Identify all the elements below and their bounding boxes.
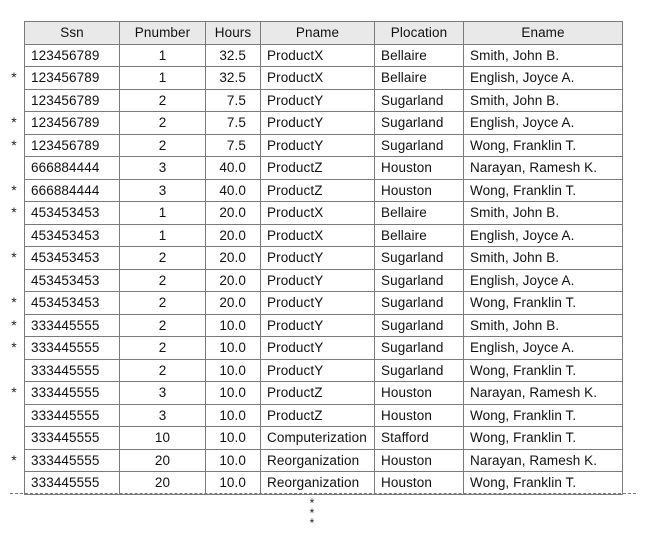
cell-pname: Computerization	[261, 427, 375, 450]
row-marker	[4, 471, 24, 494]
cell-hours: 10.0	[206, 314, 261, 337]
table-row	[25, 314, 623, 337]
cell-plocation: Houston	[375, 472, 464, 495]
column-header-plocation: Plocation	[375, 22, 464, 45]
row-marker	[4, 224, 24, 247]
cell-pnumber: 1	[120, 67, 206, 90]
cell-pnumber: 3	[120, 157, 206, 180]
cell-hours: 10.0	[206, 449, 261, 472]
cell-ssn: 453453453	[25, 202, 120, 225]
cell-ename: English, Joyce A.	[464, 112, 623, 135]
cell-pname: ProductY	[261, 112, 375, 135]
cell-plocation: Houston	[375, 382, 464, 405]
cell-ename: Narayan, Ramesh K.	[464, 382, 623, 405]
row-marker: *	[11, 339, 17, 355]
cell-pname: ProductY	[261, 314, 375, 337]
row-marker: *	[11, 316, 17, 333]
column-header-pnumber: Pnumber	[120, 22, 206, 45]
cell-hours: 7.5	[206, 134, 261, 157]
cell-pnumber: 2	[120, 337, 206, 360]
cell-ssn: 333445555	[25, 472, 120, 495]
cell-pnumber: 1	[120, 224, 206, 247]
cell-ssn: 123456789	[25, 44, 120, 67]
cell-plocation: Sugarland	[375, 359, 464, 382]
cell-ename: English, Joyce A.	[464, 269, 623, 292]
cell-hours: 20.0	[206, 224, 261, 247]
table-row	[25, 224, 623, 247]
cell-ename: Wong, Franklin T.	[464, 292, 623, 315]
cell-pname: ProductY	[261, 337, 375, 360]
cell-pnumber: 20	[120, 472, 206, 495]
cell-pnumber: 3	[120, 382, 206, 405]
table-header-row	[25, 22, 623, 45]
row-marker	[4, 156, 24, 179]
cell-pname: ProductY	[261, 134, 375, 157]
cell-pnumber: 2	[120, 292, 206, 315]
table-row	[25, 157, 623, 180]
cell-pnumber: 2	[120, 247, 206, 270]
cell-ssn: 453453453	[25, 224, 120, 247]
table-row	[25, 67, 623, 90]
table-row	[25, 449, 623, 472]
cell-pnumber: 2	[120, 269, 206, 292]
column-header-ename: Ename	[464, 22, 623, 45]
table-row	[25, 179, 623, 202]
table-row	[25, 337, 623, 360]
cell-ssn: 123456789	[25, 67, 120, 90]
cell-pnumber: 1	[120, 44, 206, 67]
relation-table	[24, 21, 623, 495]
row-marker	[4, 44, 24, 67]
cell-hours: 40.0	[206, 157, 261, 180]
cell-plocation: Stafford	[375, 427, 464, 450]
cell-ssn: 333445555	[25, 359, 120, 382]
cell-plocation: Sugarland	[375, 89, 464, 112]
table-row	[25, 292, 623, 315]
cell-hours: 20.0	[206, 247, 261, 270]
table-row	[25, 44, 623, 67]
cell-ename: English, Joyce A.	[464, 224, 623, 247]
table-row	[25, 247, 623, 270]
table-row	[25, 134, 623, 157]
continuation-dot: *	[309, 506, 315, 520]
table-row	[25, 472, 623, 495]
cell-pname: ProductY	[261, 89, 375, 112]
cell-pnumber: 2	[120, 359, 206, 382]
cell-plocation: Houston	[375, 449, 464, 472]
cell-pname: Reorganization	[261, 472, 375, 495]
cell-pnumber: 2	[120, 134, 206, 157]
cell-pnumber: 2	[120, 314, 206, 337]
row-marker	[4, 269, 24, 292]
cell-ssn: 333445555	[25, 314, 120, 337]
cell-ssn: 666884444	[25, 179, 120, 202]
cell-ename: Smith, John B.	[464, 202, 623, 225]
cell-hours: 10.0	[206, 472, 261, 495]
row-marker: *	[11, 451, 17, 468]
continuation-dot: *	[309, 516, 315, 530]
cell-hours: 10.0	[206, 359, 261, 382]
cell-plocation: Bellaire	[375, 224, 464, 247]
cell-pname: ProductZ	[261, 404, 375, 427]
cell-ssn: 333445555	[25, 404, 120, 427]
cell-pname: ProductX	[261, 67, 375, 90]
cell-ename: Narayan, Ramesh K.	[464, 449, 623, 472]
cell-pname: ProductZ	[261, 179, 375, 202]
cell-hours: 20.0	[206, 269, 261, 292]
cell-ssn: 333445555	[25, 449, 120, 472]
cell-ssn: 123456789	[25, 112, 120, 135]
cell-hours: 32.5	[206, 44, 261, 67]
spurious-tuple-markers	[4, 21, 24, 494]
cell-pnumber: 3	[120, 404, 206, 427]
column-header-hours: Hours	[206, 22, 261, 45]
row-marker	[4, 89, 24, 112]
table-row	[25, 359, 623, 382]
row-marker: *	[11, 69, 17, 85]
continuation-divider	[10, 493, 636, 494]
cell-ename: Wong, Franklin T.	[464, 134, 623, 157]
cell-pname: ProductY	[261, 269, 375, 292]
row-marker: *	[11, 294, 17, 310]
cell-ssn: 123456789	[25, 134, 120, 157]
row-marker: *	[11, 384, 17, 400]
row-marker: *	[11, 136, 17, 153]
cell-hours: 7.5	[206, 89, 261, 112]
row-marker	[4, 404, 24, 427]
cell-ssn: 333445555	[25, 427, 120, 450]
cell-plocation: Sugarland	[375, 112, 464, 135]
cell-ename: Smith, John B.	[464, 89, 623, 112]
cell-hours: 10.0	[206, 427, 261, 450]
cell-plocation: Bellaire	[375, 67, 464, 90]
column-header-pname: Pname	[261, 22, 375, 45]
cell-pnumber: 2	[120, 112, 206, 135]
cell-ename: Narayan, Ramesh K.	[464, 157, 623, 180]
cell-plocation: Sugarland	[375, 134, 464, 157]
continuation-ellipsis	[306, 498, 318, 528]
cell-pname: ProductZ	[261, 157, 375, 180]
cell-ename: Wong, Franklin T.	[464, 359, 623, 382]
cell-ssn: 333445555	[25, 382, 120, 405]
cell-ssn: 453453453	[25, 247, 120, 270]
cell-ename: English, Joyce A.	[464, 337, 623, 360]
cell-hours: 10.0	[206, 337, 261, 360]
cell-plocation: Houston	[375, 157, 464, 180]
cell-ename: Wong, Franklin T.	[464, 472, 623, 495]
cell-pname: ProductY	[261, 359, 375, 382]
cell-hours: 7.5	[206, 112, 261, 135]
cell-pname: ProductX	[261, 44, 375, 67]
table-body	[25, 44, 623, 494]
cell-pname: ProductY	[261, 292, 375, 315]
cell-plocation: Bellaire	[375, 44, 464, 67]
row-marker: *	[11, 181, 17, 198]
cell-plocation: Houston	[375, 179, 464, 202]
row-marker	[4, 359, 24, 382]
cell-plocation: Sugarland	[375, 269, 464, 292]
cell-pname: Reorganization	[261, 449, 375, 472]
column-header-ssn: Ssn	[25, 22, 120, 45]
row-marker: *	[11, 114, 17, 130]
cell-pnumber: 20	[120, 449, 206, 472]
cell-hours: 40.0	[206, 179, 261, 202]
cell-plocation: Sugarland	[375, 292, 464, 315]
cell-hours: 20.0	[206, 292, 261, 315]
cell-hours: 32.5	[206, 67, 261, 90]
continuation-dot: *	[309, 496, 315, 510]
cell-plocation: Bellaire	[375, 202, 464, 225]
cell-pnumber: 1	[120, 202, 206, 225]
table-row	[25, 89, 623, 112]
cell-ename: Smith, John B.	[464, 247, 623, 270]
table-row	[25, 112, 623, 135]
cell-hours: 20.0	[206, 202, 261, 225]
cell-ename: English, Joyce A.	[464, 67, 623, 90]
cell-ssn: 123456789	[25, 89, 120, 112]
cell-pname: ProductZ	[261, 382, 375, 405]
header-marker-spacer	[4, 21, 24, 44]
table-row	[25, 202, 623, 225]
cell-ename: Wong, Franklin T.	[464, 427, 623, 450]
cell-ssn: 453453453	[25, 292, 120, 315]
cell-plocation: Sugarland	[375, 314, 464, 337]
cell-plocation: Houston	[375, 404, 464, 427]
cell-ename: Wong, Franklin T.	[464, 404, 623, 427]
cell-pname: ProductY	[261, 247, 375, 270]
cell-ename: Smith, John B.	[464, 314, 623, 337]
row-marker	[4, 426, 24, 449]
cell-pname: ProductX	[261, 224, 375, 247]
cell-hours: 10.0	[206, 404, 261, 427]
cell-ename: Wong, Franklin T.	[464, 179, 623, 202]
row-marker: *	[11, 204, 17, 220]
table-row	[25, 269, 623, 292]
cell-pname: ProductX	[261, 202, 375, 225]
cell-pnumber: 10	[120, 427, 206, 450]
cell-ssn: 333445555	[25, 337, 120, 360]
table-row	[25, 382, 623, 405]
table-row	[25, 404, 623, 427]
cell-plocation: Sugarland	[375, 247, 464, 270]
cell-plocation: Sugarland	[375, 337, 464, 360]
table-row	[25, 427, 623, 450]
cell-hours: 10.0	[206, 382, 261, 405]
cell-ssn: 666884444	[25, 157, 120, 180]
cell-ssn: 453453453	[25, 269, 120, 292]
cell-pnumber: 2	[120, 89, 206, 112]
cell-ename: Smith, John B.	[464, 44, 623, 67]
row-marker: *	[11, 249, 17, 265]
cell-pnumber: 3	[120, 179, 206, 202]
